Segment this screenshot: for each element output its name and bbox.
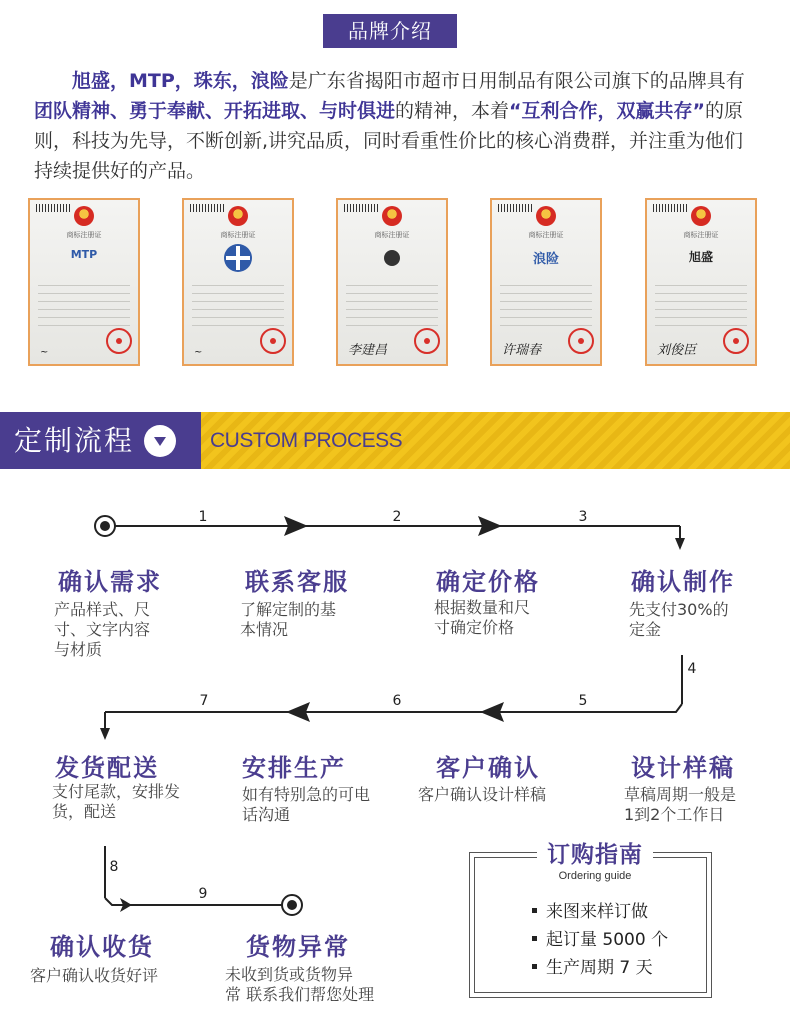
bullet-icon xyxy=(532,908,537,913)
step-desc-arrange-production: 如有特别急的可电 话沟通 xyxy=(242,785,371,824)
process-section-subtitle: CUSTOM PROCESS xyxy=(210,429,403,452)
brand-text-2: 的精神，本着 xyxy=(395,100,510,122)
certificate-signature: 刘俊臣 xyxy=(657,343,697,358)
certificate-header: 商标注册证 xyxy=(528,231,564,239)
step-number-7: 7 xyxy=(199,693,209,709)
step-number-5: 5 xyxy=(578,693,588,709)
list-item: 生产周期 7 天 xyxy=(532,954,668,982)
ordering-guide-title: 订购指南 xyxy=(547,842,643,868)
ordering-guide-subtitle: Ordering guide xyxy=(558,870,632,882)
step-desc-goods-exception: 未收到货或货物异 常 联系我们帮您处理 xyxy=(225,965,375,1004)
bullet-icon xyxy=(532,964,537,969)
step-title-confirm-production: 确认制作 xyxy=(631,568,735,596)
step-number-4: 4 xyxy=(687,661,697,677)
step-number-8: 8 xyxy=(109,859,119,875)
step-desc-customer-confirm: 客户确认设计样稿 xyxy=(418,785,547,804)
certificate-signature: ~ xyxy=(40,347,49,358)
step-desc-confirm-production: 先支付30%的 定金 xyxy=(629,600,729,639)
brand-spirit: 团队精神、勇于奉献、开拓进取、与时俱进 xyxy=(34,100,396,122)
step-number-2: 2 xyxy=(392,509,402,525)
step-desc-confirm-receipt: 客户确认收货好评 xyxy=(30,966,159,985)
step-title-confirm-needs: 确认需求 xyxy=(58,568,162,596)
brand-motto: “互利合作，双赢共存” xyxy=(509,100,706,122)
ordering-guide-list xyxy=(532,898,668,982)
step-title-confirm-price: 确定价格 xyxy=(436,568,540,596)
certificate-mark: MTP xyxy=(70,248,98,261)
certificate-header: 商标注册证 xyxy=(220,231,256,239)
list-item: 来图来样订做 xyxy=(532,898,668,926)
brand-names: 旭盛，MTP，珠东，浪险 xyxy=(72,70,289,92)
list-item: 起订量 5000 个 xyxy=(532,926,668,954)
certificate-signature: ~ xyxy=(194,347,203,358)
step-number-9: 9 xyxy=(198,886,208,902)
step-desc-confirm-needs: 产品样式、尺 寸、文字内容 与材质 xyxy=(54,600,151,659)
step-title-contact-service: 联系客服 xyxy=(245,568,349,596)
step-title-shipping: 发货配送 xyxy=(55,754,159,782)
step-desc-design-draft: 草稿周期一般是 1到2个工作日 xyxy=(624,785,737,824)
step-title-arrange-production: 安排生产 xyxy=(242,754,346,782)
step-number-1: 1 xyxy=(198,509,208,525)
step-desc-contact-service: 了解定制的基 本情况 xyxy=(240,600,337,639)
certificate-header: 商标注册证 xyxy=(66,231,102,239)
brand-text-1: 是广东省揭阳市超市日用制品有限公司旗下的品牌具有 xyxy=(288,70,745,92)
certificate-header: 商标注册证 xyxy=(374,231,410,239)
certificate-signature: 李建昌 xyxy=(348,343,388,358)
certificate-mark: 浪险 xyxy=(532,252,559,267)
step-title-design-draft: 设计样稿 xyxy=(631,754,735,782)
arrow-icon xyxy=(675,538,685,550)
brand-title: 品牌介绍 xyxy=(323,14,457,48)
bullet-icon xyxy=(532,936,537,941)
step-number-6: 6 xyxy=(392,693,402,709)
arrow-icon xyxy=(100,728,110,740)
step-desc-confirm-price: 根据数量和尺 寸确定价格 xyxy=(434,598,531,637)
certificate-header: 商标注册证 xyxy=(683,231,719,239)
certificate-mark: 旭盛 xyxy=(688,250,713,264)
step-title-confirm-receipt: 确认收货 xyxy=(50,933,154,961)
step-desc-shipping: 支付尾款，安排发 货，配送 xyxy=(52,782,181,821)
certificate-signature: 许瑞春 xyxy=(502,343,542,358)
process-section-title: 定制流程 xyxy=(14,424,135,457)
step-number-3: 3 xyxy=(578,509,588,525)
step-title-goods-exception: 货物异常 xyxy=(246,933,350,961)
step-title-customer-confirm: 客户确认 xyxy=(436,754,540,782)
brand-text-3: 的原则，科技为先导，不断创新,讲究品质，同时看重性价比的核心消费群，并注重为他们持续提供好的产品。 xyxy=(34,100,744,182)
